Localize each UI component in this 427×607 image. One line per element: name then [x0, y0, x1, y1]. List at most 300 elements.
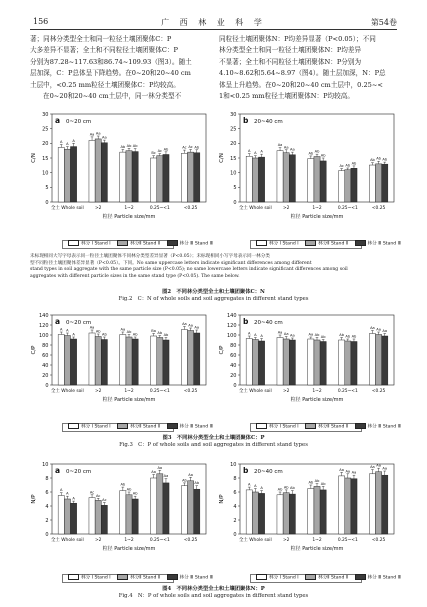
- bar-stand2: [64, 499, 70, 534]
- significance-label: A: [260, 486, 263, 491]
- x-tick-label: <0.25: [371, 538, 386, 543]
- bar-stand1: [339, 476, 345, 534]
- volume-label: 第54卷: [370, 18, 397, 27]
- y-tick-label: 0: [45, 382, 49, 389]
- significance-label: Ab: [345, 163, 351, 168]
- significance-label: Ac: [89, 490, 95, 495]
- significance-label: Aa: [194, 325, 200, 330]
- legend-swatch-stand2: [305, 423, 316, 429]
- x-tick-label: <0.25: [371, 206, 386, 211]
- significance-label: Ab: [308, 151, 314, 156]
- bar-stand3: [101, 340, 107, 386]
- body-line: 同粒径土壤团聚体N：P均差异显著（P<0.05）；不同: [219, 35, 376, 43]
- significance-label: Ab: [289, 486, 295, 491]
- page-number: 156: [33, 17, 49, 26]
- y-tick-label: 0: [45, 199, 49, 206]
- significance-label: Aa: [290, 147, 295, 152]
- bar-stand3: [163, 340, 169, 385]
- significance-label: Ab: [163, 147, 169, 152]
- significance-label: Ac: [157, 149, 162, 154]
- bar-stand3: [320, 490, 326, 534]
- bar-stand1: [151, 478, 157, 534]
- y-axis-label: C/P: [219, 345, 225, 355]
- bar-stand1: [246, 490, 252, 534]
- bar-stand1: [89, 333, 95, 385]
- bar-stand3: [351, 479, 357, 534]
- bar-stand1: [308, 339, 314, 385]
- bar-stand1: [308, 159, 314, 202]
- y-axis-label: C/N: [219, 153, 225, 163]
- body-line: 体呈上升趋势。在0~20和20~40 cm土层中，0.25~<: [219, 80, 383, 89]
- caption-en: Fig.3 C：P of whole soils and soil aggregates in different stand types: [119, 442, 308, 448]
- significance-label: Aa: [345, 469, 351, 474]
- legend-label: 林分 Ⅰ Stand Ⅰ: [269, 424, 299, 430]
- bar-stand3: [194, 153, 200, 202]
- significance-label: Ab: [194, 481, 200, 486]
- x-tick-label: >2: [282, 538, 290, 543]
- chart-fig4a: [30, 458, 210, 558]
- significance-label: Ab: [314, 333, 320, 337]
- body-line: 4.10~8.62和5.64~8.97（图4）。随土层加深，N：P总: [219, 69, 386, 78]
- x-tick-label: <0.25: [183, 206, 198, 211]
- legend-swatch-stand3: [167, 423, 178, 429]
- x-axis-label: 粒径 Particle size/mm: [290, 214, 344, 220]
- x-tick-label: 全土 Whole soil: [239, 538, 272, 543]
- y-tick-label: 20: [42, 372, 49, 379]
- legend-swatch-stand1: [256, 240, 267, 246]
- bar-stand3: [132, 499, 138, 534]
- legend-label: 林分 Ⅲ Stand Ⅲ: [367, 241, 401, 247]
- significance-label: Ab: [308, 480, 314, 485]
- bar-stand3: [132, 152, 138, 202]
- legend-label: 林分 Ⅲ Stand Ⅲ: [179, 424, 213, 430]
- significance-label: Ac: [96, 493, 101, 498]
- body-line: 大多差异不显著；全土和不同粒径土壤团聚体C：P: [30, 46, 178, 55]
- bar-stand1: [339, 340, 345, 385]
- panel-letter: a: [55, 317, 61, 326]
- y-tick-label: 0: [233, 199, 237, 206]
- legend-label: 林分Ⅱ Stand Ⅱ: [130, 575, 161, 581]
- bar-stand2: [283, 153, 289, 202]
- y-tick-label: 20: [230, 141, 237, 148]
- y-tick-label: 80: [42, 342, 49, 349]
- significance-label: A: [60, 140, 63, 145]
- y-tick-label: 140: [38, 312, 49, 319]
- note-line: 型不同粒径土壤团聚体差异显著（P<0.05）。下同。No same uppercase letters indicate significant differences among different: [30, 260, 312, 266]
- body-line: 分别为87.28~117.63和86.74~109.93（图3）。随土: [30, 57, 192, 66]
- y-tick-label: 25: [230, 126, 237, 133]
- bar-stand3: [289, 340, 295, 385]
- significance-label: Ab: [194, 145, 200, 150]
- bar-stand1: [246, 156, 252, 202]
- y-tick-label: 25: [42, 126, 49, 133]
- bar-stand2: [157, 474, 163, 534]
- y-tick-label: 2: [45, 517, 49, 524]
- bar-stand3: [382, 164, 388, 202]
- significance-label: Ab: [120, 144, 126, 149]
- y-axis-label: N/P: [219, 494, 225, 504]
- y-tick-label: 40: [42, 362, 49, 369]
- bar-stand1: [151, 336, 157, 385]
- y-tick-label: 0: [233, 382, 237, 389]
- bar-stand2: [345, 341, 351, 385]
- legend-label: 林分 Ⅰ Stand Ⅰ: [81, 424, 111, 430]
- body-column-right: [219, 34, 397, 102]
- y-tick-label: 6: [45, 489, 49, 496]
- figure-note: [30, 254, 397, 280]
- significance-label: Aa: [89, 132, 95, 137]
- bar-stand2: [252, 340, 258, 386]
- y-tick-label: 0: [233, 531, 237, 538]
- legend: [251, 240, 401, 247]
- body-line: 著；同林分类型全土和同一粒径土壤团聚体C：P: [30, 35, 172, 43]
- x-tick-label: 1~2: [312, 389, 322, 394]
- significance-label: Ab: [382, 157, 388, 162]
- bar-stand3: [194, 333, 200, 385]
- significance-label: Ab: [345, 334, 351, 339]
- x-axis-label: 粒径 Particle size/mm: [102, 214, 156, 220]
- legend: [63, 240, 213, 247]
- y-tick-label: 0: [45, 531, 49, 538]
- x-tick-label: 1~2: [312, 538, 322, 543]
- body-line: 不显著；全土和不同粒径土壤团聚体N：P分别为: [219, 57, 362, 66]
- legend-swatch-stand2: [305, 240, 316, 246]
- body-line: 层加深，C：P总体呈下降趋势。在0~20和20~40 cm: [30, 69, 191, 78]
- significance-label: Bc: [151, 151, 156, 156]
- legend: [63, 574, 213, 581]
- bar-stand3: [351, 168, 357, 202]
- significance-label: Ab: [132, 144, 138, 149]
- bar-stand2: [376, 335, 382, 386]
- caption-cn: 图3 不同林分类型全土和土壤团聚体C：P: [162, 435, 265, 441]
- significance-label: A: [248, 482, 251, 487]
- x-tick-label: >2: [94, 389, 102, 394]
- figure-caption: [0, 435, 427, 449]
- bar-stand1: [58, 335, 64, 386]
- significance-label: A: [248, 331, 251, 336]
- x-tick-label: 1~2: [124, 206, 134, 211]
- significance-label: Aa: [283, 145, 289, 150]
- body-line: 在0~20和20~40 cm土层中，同一林分类型不: [43, 92, 182, 101]
- y-axis-label: C/N: [31, 153, 37, 163]
- legend-swatch-stand1: [68, 240, 79, 246]
- note-line: 未标现相同大写字母表示同一粒径土壤团聚体不同林分类型差异显著（P<0.05）；未标现相同小写字母表示同一林分类: [30, 254, 270, 259]
- bar-stand1: [277, 338, 283, 386]
- panel-letter: b: [243, 116, 249, 125]
- significance-label: Ac: [339, 164, 344, 169]
- bar-stand2: [188, 331, 194, 386]
- chart-fig2a: [30, 108, 210, 226]
- significance-label: Aa: [290, 333, 295, 338]
- bar-stand3: [194, 489, 200, 534]
- x-tick-label: <0.25: [371, 389, 386, 394]
- significance-label: Ab: [314, 479, 320, 484]
- significance-label: A: [66, 142, 69, 147]
- legend: [251, 574, 401, 581]
- legend-label: 林分 Ⅲ Stand Ⅲ: [367, 575, 401, 581]
- x-tick-label: >2: [282, 389, 290, 394]
- x-tick-label: >2: [282, 206, 290, 211]
- legend-label: 林分 Ⅲ Stand Ⅲ: [179, 241, 213, 247]
- x-tick-label: 0.25~<1: [337, 206, 358, 211]
- figure-caption: [0, 289, 427, 303]
- body-line: 1和<0.25 mm粒径土壤团聚体N：P均较高。: [219, 92, 354, 101]
- x-tick-label: <0.25: [183, 389, 198, 394]
- panel-letter: b: [243, 466, 249, 475]
- bar-stand3: [70, 147, 76, 202]
- y-tick-label: 20: [230, 372, 237, 379]
- significance-label: Aa: [188, 323, 193, 328]
- significance-label: A: [72, 332, 75, 337]
- significance-label: Ab: [320, 335, 326, 339]
- x-tick-label: 0.25~<1: [149, 389, 170, 394]
- x-axis-label: 粒径 Particle size/mm: [102, 546, 156, 552]
- significance-label: Aa: [283, 332, 289, 336]
- bar-stand1: [277, 495, 283, 534]
- significance-label: Aa: [277, 330, 283, 335]
- bar-stand1: [369, 165, 375, 202]
- significance-label: Ab: [314, 149, 320, 154]
- bar-stand3: [132, 339, 138, 385]
- legend-label: 林分Ⅱ Stand Ⅱ: [318, 241, 349, 247]
- bar-stand2: [95, 500, 101, 534]
- bar-stand1: [89, 140, 95, 202]
- legend-swatch-stand3: [355, 574, 366, 580]
- significance-label: Ac: [182, 145, 187, 150]
- legend-label: 林分 Ⅲ Stand Ⅲ: [179, 575, 213, 581]
- x-axis-label: 粒径 Particle size/mm: [290, 546, 344, 552]
- x-tick-label: 全土 Whole soil: [239, 206, 272, 211]
- bar-stand3: [320, 161, 326, 202]
- significance-label: Ab: [370, 158, 375, 163]
- significance-label: Aa: [188, 472, 193, 477]
- panel-letter: b: [243, 317, 249, 326]
- panel-title: 0~20 cm: [66, 119, 92, 125]
- y-tick-label: 80: [230, 342, 237, 349]
- bar-stand2: [252, 492, 258, 534]
- y-tick-label: 60: [42, 352, 49, 359]
- significance-label: Aa: [163, 474, 169, 479]
- y-tick-label: 20: [42, 141, 49, 148]
- significance-label: Aa: [95, 131, 101, 136]
- y-tick-label: 2: [233, 517, 237, 524]
- y-tick-label: 30: [42, 111, 49, 118]
- bar-stand2: [157, 156, 163, 202]
- significance-label: Ab: [163, 333, 169, 337]
- y-tick-label: 10: [230, 170, 237, 177]
- legend-label: 林分 Ⅰ Stand Ⅰ: [81, 241, 111, 247]
- y-axis-label: N/P: [31, 494, 37, 504]
- y-tick-label: 8: [233, 475, 237, 482]
- x-tick-label: 0.25~<1: [149, 538, 170, 543]
- y-tick-label: 120: [226, 322, 237, 329]
- y-tick-label: 4: [233, 503, 237, 510]
- panel-letter: a: [55, 116, 61, 125]
- bar-stand3: [70, 339, 76, 385]
- bar-stand1: [246, 339, 252, 386]
- caption-en: Fig.2 C：N of whole soils and soil aggregates in different stand types: [118, 296, 309, 302]
- y-tick-label: 15: [42, 155, 49, 162]
- significance-label: Ab: [351, 334, 357, 339]
- significance-label: Aa: [182, 322, 187, 326]
- legend-swatch-stand1: [256, 423, 267, 429]
- significance-label: Ab: [351, 161, 357, 166]
- bar-stand2: [64, 149, 70, 202]
- legend-swatch-stand2: [305, 574, 316, 580]
- x-axis-label: 粒径 Particle size/mm: [290, 397, 344, 403]
- panel-title: 0~20 cm: [66, 320, 92, 326]
- significance-label: Ac: [102, 498, 107, 502]
- significance-label: Ab: [339, 333, 345, 337]
- significance-label: Aa: [89, 325, 95, 330]
- significance-label: Ab: [283, 485, 289, 490]
- significance-label: Ab: [132, 332, 138, 337]
- figure-caption: [0, 586, 427, 600]
- bar-stand3: [382, 336, 388, 385]
- bar-stand2: [157, 338, 163, 386]
- y-tick-label: 8: [45, 475, 49, 482]
- bar-stand1: [58, 147, 64, 202]
- significance-label: Aa: [370, 465, 375, 470]
- significance-label: Aa: [120, 327, 126, 332]
- bar-stand1: [369, 334, 375, 386]
- bar-stand3: [382, 475, 388, 534]
- x-tick-label: 0.25~<1: [149, 206, 170, 211]
- significance-label: Aa: [382, 329, 388, 333]
- x-tick-label: 0.25~<1: [337, 538, 358, 543]
- significance-label: A: [60, 327, 63, 332]
- significance-label: Ab: [132, 491, 138, 496]
- x-tick-label: 全土 Whole soil: [51, 389, 84, 394]
- bar-stand3: [101, 143, 107, 202]
- bar-stand2: [95, 139, 101, 202]
- chart-fig3b: [218, 309, 398, 409]
- bar-stand2: [64, 336, 70, 386]
- bar-stand3: [351, 342, 357, 386]
- y-tick-label: 10: [42, 170, 49, 177]
- x-tick-label: >2: [94, 538, 102, 543]
- y-tick-label: 40: [230, 362, 237, 369]
- x-tick-label: >2: [94, 206, 102, 211]
- legend-swatch-stand2: [117, 240, 128, 246]
- legend-label: 林分 Ⅲ Stand Ⅲ: [367, 424, 401, 430]
- legend-swatch-stand3: [355, 423, 366, 429]
- significance-label: Ab: [182, 478, 187, 483]
- note-line: stand types in soil aggregate with the same particle size (P<0.05); no same lowercase letters indicate significant differences among soil: [30, 267, 348, 273]
- significance-label: Ab: [157, 331, 163, 335]
- x-tick-label: 1~2: [124, 538, 134, 543]
- bar-stand3: [70, 503, 76, 534]
- significance-label: Ab: [320, 481, 326, 486]
- significance-label: Aa: [151, 470, 156, 474]
- significance-label: Ab: [95, 329, 101, 334]
- bar-stand2: [252, 158, 258, 202]
- bar-stand3: [258, 341, 264, 385]
- significance-label: Ab: [120, 482, 126, 487]
- bar-stand1: [89, 498, 95, 534]
- legend-swatch-stand1: [68, 574, 79, 580]
- bar-stand2: [314, 340, 320, 385]
- significance-label: Aa: [339, 467, 344, 472]
- y-tick-label: 140: [226, 312, 237, 319]
- bar-stand1: [277, 151, 283, 202]
- y-tick-label: 4: [45, 503, 49, 510]
- legend: [63, 423, 213, 430]
- significance-label: A: [60, 488, 63, 493]
- bar-stand1: [120, 152, 126, 202]
- significance-label: Ab: [126, 330, 132, 334]
- bar-stand2: [188, 481, 194, 534]
- significance-label: A: [254, 151, 257, 156]
- significance-label: A: [66, 491, 69, 496]
- body-line: 土层中，<0.25 mm粒径土壤团聚体C：P均较高。: [30, 80, 180, 89]
- journal-title: 广 西 林 业 科 学: [161, 18, 266, 27]
- significance-label: A: [66, 328, 69, 333]
- note-line: aggregates with different particle sizes in the same stand type (P<0.05). The same below.: [30, 273, 240, 279]
- panel-letter: a: [55, 466, 61, 475]
- bar-stand1: [181, 486, 187, 534]
- panel-title: 20~40 cm: [254, 320, 283, 326]
- y-tick-label: 6: [233, 489, 237, 496]
- y-tick-label: 5: [45, 185, 49, 192]
- significance-label: Ab: [126, 487, 132, 492]
- bar-stand3: [101, 505, 107, 534]
- bar-stand2: [188, 152, 194, 202]
- bar-stand2: [376, 472, 382, 534]
- significance-label: Aa: [376, 463, 381, 468]
- legend-swatch-stand2: [117, 574, 128, 580]
- bar-stand2: [314, 157, 320, 202]
- y-tick-label: 15: [230, 155, 237, 162]
- bar-stand2: [314, 486, 320, 534]
- significance-label: Aa: [351, 470, 357, 475]
- panel-title: 20~40 cm: [254, 469, 283, 475]
- significance-label: Aa: [308, 332, 314, 337]
- legend-label: 林分 Ⅰ Stand Ⅰ: [81, 575, 111, 581]
- bar-stand1: [369, 474, 375, 534]
- bar-stand1: [181, 153, 187, 202]
- bar-stand2: [283, 493, 289, 534]
- significance-label: Aa: [157, 465, 163, 470]
- legend-label: 林分Ⅱ Stand Ⅱ: [318, 424, 349, 430]
- bar-stand1: [120, 491, 126, 534]
- significance-label: A: [260, 334, 263, 338]
- significance-label: A: [254, 484, 257, 488]
- header-rule: [30, 29, 397, 30]
- significance-label: Ab: [277, 487, 283, 492]
- y-tick-label: 100: [226, 332, 237, 339]
- bar-stand3: [163, 154, 169, 202]
- legend-label: 林分 Ⅰ Stand Ⅰ: [269, 575, 299, 581]
- significance-label: Ac: [188, 144, 193, 149]
- significance-label: A: [260, 149, 263, 154]
- legend-swatch-stand1: [68, 423, 79, 429]
- legend-swatch-stand3: [167, 574, 178, 580]
- chart-fig4b: [218, 458, 398, 558]
- x-tick-label: 1~2: [124, 389, 134, 394]
- bar-stand3: [289, 155, 295, 202]
- y-tick-label: 60: [230, 352, 237, 359]
- x-tick-label: 全土 Whole soil: [51, 206, 84, 211]
- caption-cn: 图4 不同林分类型全土和土壤团聚体N：P: [162, 586, 265, 592]
- bar-stand2: [126, 495, 132, 534]
- x-tick-label: 1~2: [312, 206, 322, 211]
- bar-stand3: [258, 493, 264, 534]
- body-line: 林分类型全土和同一粒径土壤团聚体N：P均差异: [219, 46, 362, 55]
- bar-stand1: [151, 158, 157, 202]
- x-axis-label: 粒径 Particle size/mm: [102, 397, 156, 403]
- x-tick-label: 全土 Whole soil: [51, 538, 84, 543]
